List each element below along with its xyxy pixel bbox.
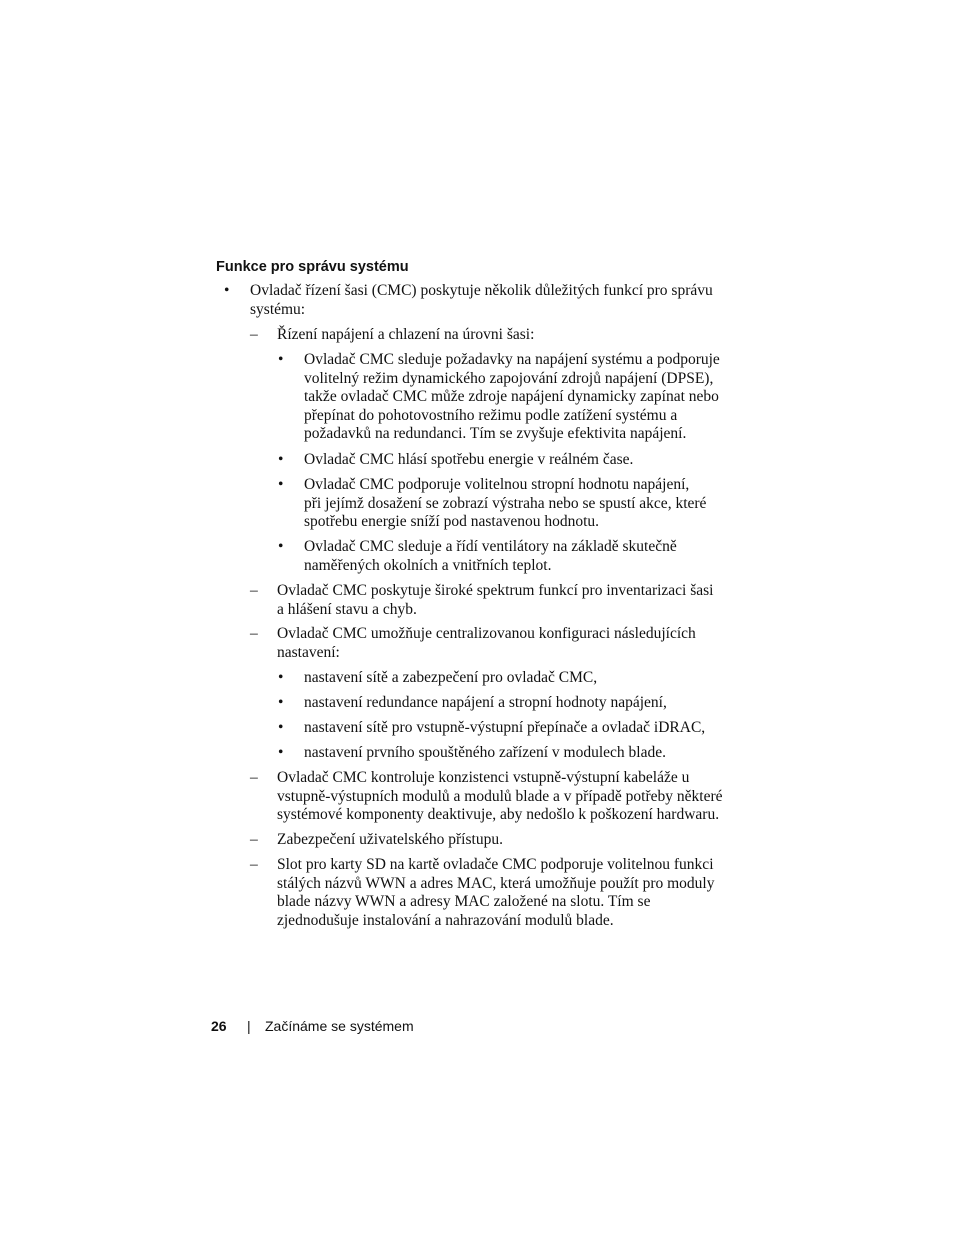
- text-line: vstupně-výstupních modulů a modulů blade a v případě potřeby některé: [277, 787, 723, 805]
- dash-marker: –: [250, 625, 258, 642]
- text-line: požadavků na redundanci. Tím se zvyšuje efektivita napájení.: [304, 425, 687, 443]
- footer-separator: |: [247, 1018, 251, 1034]
- text-line: naměřených okolních a vnitřních teplot.: [304, 556, 552, 574]
- text-line: Řízení napájení a chlazení na úrovni šasi:: [277, 326, 535, 343]
- text-line: Ovladač CMC sleduje a řídí ventilátory na základě skutečně: [304, 538, 677, 555]
- text-line: Ovladač CMC hlásí spotřebu energie v reálném čase.: [304, 451, 634, 468]
- bullet-marker: •: [278, 351, 284, 368]
- bullet-marker: •: [278, 451, 284, 468]
- text-line: nastavení:: [277, 643, 340, 661]
- text-line: Ovladač CMC poskytuje široké spektrum funkcí pro inventarizaci šasi: [277, 582, 714, 599]
- bullet-marker: •: [278, 669, 284, 686]
- text-line: Ovladač CMC kontroluje konzistenci vstupně-výstupní kabeláže u: [277, 769, 690, 786]
- page-number: 26: [211, 1018, 227, 1034]
- text-line: Ovladač CMC umožňuje centralizovanou konfiguraci následujících: [277, 625, 696, 642]
- text-line: zjednodušuje instalování a nahrazování modulů blade.: [277, 911, 614, 929]
- bullet-marker: •: [278, 538, 284, 555]
- bullet-marker: •: [278, 744, 284, 761]
- text-line: při jejímž dosažení se zobrazí výstraha nebo se spustí akce, které: [304, 494, 707, 512]
- text-line: přepínat do pohotovostního režimu podle zatížení systému a: [304, 406, 678, 424]
- dash-marker: –: [250, 582, 258, 599]
- text-line: Ovladač řízení šasi (CMC) poskytuje několik důležitých funkcí pro správu: [250, 282, 713, 299]
- text-line: systémové komponenty deaktivuje, aby nedošlo k poškození hardwaru.: [277, 806, 720, 824]
- bullet-marker: •: [278, 694, 284, 711]
- text-line: a hlášení stavu a chyb.: [277, 600, 417, 618]
- text-line: systému:: [250, 300, 306, 318]
- text-line: takže ovladač CMC může zdroje napájení dynamicky zapínat nebo: [304, 388, 719, 406]
- dash-marker: –: [250, 326, 258, 343]
- text-line: Ovladač CMC podporuje volitelnou stropní hodnotu napájení,: [304, 476, 690, 493]
- text-line: spotřebu energie sníží pod nastavenou hodnotu.: [304, 513, 600, 531]
- bullet-marker: •: [278, 719, 284, 736]
- dash-marker: –: [250, 856, 258, 873]
- text-line: nastavení sítě a zabezpečení pro ovladač CMC,: [304, 669, 598, 686]
- text-line: nastavení redundance napájení a stropní hodnoty napájení,: [304, 694, 667, 711]
- text-line: nastavení sítě pro vstupně-výstupní přepínače a ovladač iDRAC,: [304, 719, 706, 736]
- dash-marker: –: [250, 769, 258, 786]
- text-line: Slot pro karty SD na kartě ovladače CMC podporuje volitelnou funkci: [277, 856, 714, 873]
- bullet-marker: •: [224, 282, 230, 299]
- footer-title: Začínáme se systémem: [265, 1018, 414, 1034]
- text-line: volitelný režim dynamického zapojování zdrojů napájení (DPSE),: [304, 369, 714, 387]
- text-line: nastavení prvního spouštěného zařízení v modulech blade.: [304, 744, 666, 761]
- text-line: blade názvy WWN a adresy MAC založené na slotu. Tím se: [277, 893, 651, 911]
- dash-marker: –: [250, 831, 258, 848]
- bullet-marker: •: [278, 476, 284, 493]
- section-heading: Funkce pro správu systému: [216, 259, 409, 275]
- text-line: Ovladač CMC sleduje požadavky na napájení systému a podporuje: [304, 351, 720, 368]
- text-line: Zabezpečení uživatelského přístupu.: [277, 831, 503, 848]
- text-line: stálých názvů WWN a adres MAC, která umožňuje použít pro moduly: [277, 874, 715, 892]
